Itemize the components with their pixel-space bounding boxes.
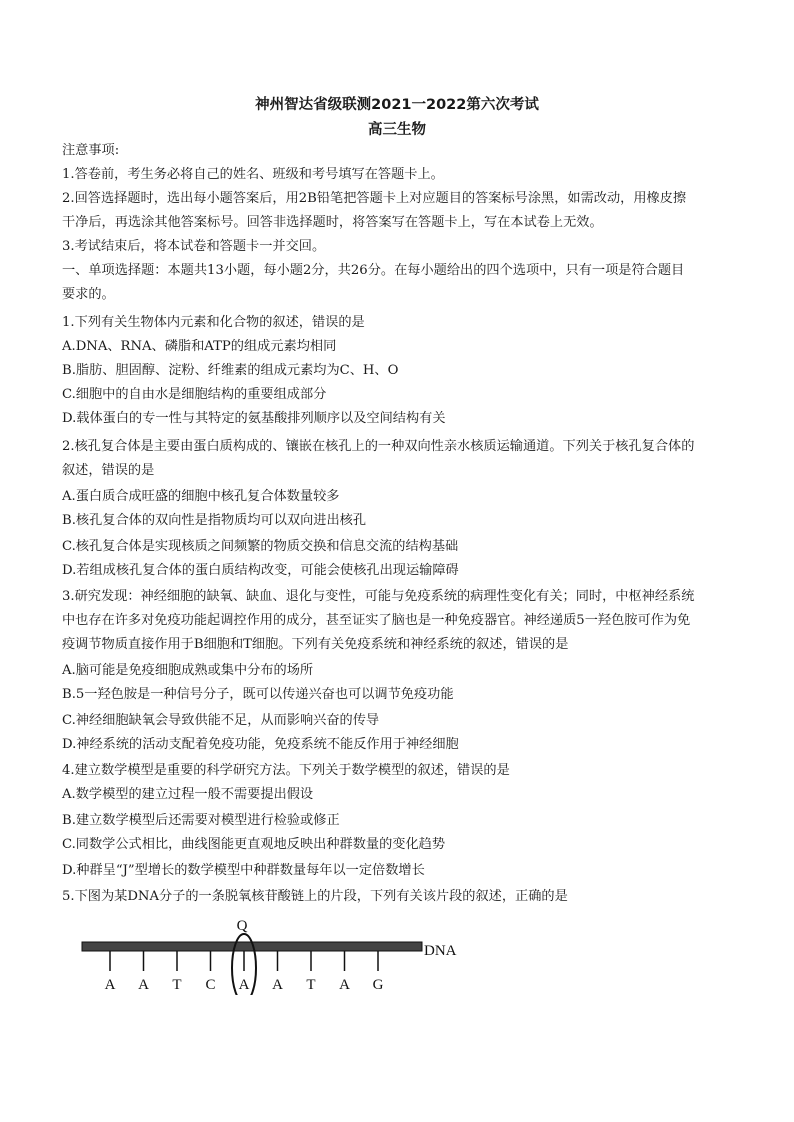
base-letter: A <box>104 977 116 993</box>
question-stem: 2.核孔复合体是主要由蛋白质构成的、镶嵌在核孔上的一种双向性亲水核质运输通道。下列关于核孔复合体的 <box>62 439 695 454</box>
option-b: B.核孔复合体的双向性是指物质均可以双向进出核孔 <box>62 513 367 528</box>
note-line: 2.回答选择题时，选出每小题答案后，用2B铅笔把答题卡上对应题目的答案标号涂黑，如需改动，用橡皮擦 <box>62 191 687 206</box>
q-label: Q <box>236 918 248 934</box>
option-c: C.同数学公式相比，曲线图能更直观地反映出种群数量的变化趋势 <box>62 837 446 852</box>
option-c: C.核孔复合体是实现核质之间频繁的物质交换和信息交流的结构基础 <box>62 539 459 554</box>
question-stem: 叙述，错误的是 <box>62 463 155 478</box>
option-d: D.载体蛋白的专一性与其特定的氨基酸排列顺序以及空间结构有关 <box>62 411 446 426</box>
question-stem: 3.研究发现：神经细胞的缺氧、缺血、退化与变性，可能与免疫系统的病理性变化有关；同时，中枢神经系统 <box>62 589 695 604</box>
option-a: A.DNA、RNA、磷脂和ATP的组成元素均相同 <box>62 339 337 354</box>
exam-subject: 高三生物 <box>368 122 426 138</box>
section-heading: 要求的。 <box>62 287 115 302</box>
option-b: B.脂肪、胆固醇、淀粉、纤维素的组成元素均为C、H、O <box>62 363 399 378</box>
dna-strand-figure <box>70 915 490 995</box>
notes-heading: 注意事项: <box>62 143 120 158</box>
base-letter: A <box>272 977 283 993</box>
option-d: D.若组成核孔复合体的蛋白质结构改变，可能会使核孔出现运输障碍 <box>62 563 459 578</box>
base-letter: T <box>172 977 182 993</box>
base-letter: A <box>238 977 250 993</box>
note-line: 3.考试结束后，将本试卷和答题卡一并交回。 <box>62 239 326 254</box>
option-b: B.5一羟色胺是一种信号分子，既可以传递兴奋也可以调节免疫功能 <box>62 687 454 702</box>
option-c: C.细胞中的自由水是细胞结构的重要组成部分 <box>62 387 327 402</box>
base-letter: T <box>306 977 316 993</box>
base-letter: C <box>205 977 216 993</box>
note-line: 1.答卷前，考生务必将自己的姓名、班级和考号填写在答题卡上。 <box>62 167 444 182</box>
question-stem: 1.下列有关生物体内元素和化合物的叙述，错误的是 <box>62 315 365 330</box>
question-stem: 4.建立数学模型是重要的科学研究方法。下列关于数学模型的叙述，错误的是 <box>62 763 510 778</box>
question-stem: 疫调节物质直接作用于B细胞和T细胞。下列有关免疫系统和神经系统的叙述，错误的是 <box>62 637 569 652</box>
option-a: A.蛋白质合成旺盛的细胞中核孔复合体数量较多 <box>62 489 340 504</box>
base-letter: A <box>339 977 350 993</box>
option-c: C.神经细胞缺氧会导致供能不足，从而影响兴奋的传导 <box>62 713 380 728</box>
question-stem: 5.下图为某DNA分子的一条脱氧核苷酸链上的片段，下列有关该片段的叙述，正确的是 <box>62 889 568 904</box>
base-letter: G <box>372 977 384 993</box>
option-b: B.建立数学模型后还需要对模型进行检验或修正 <box>62 813 340 828</box>
base-letter: A <box>138 977 149 993</box>
question-stem: 中也存在许多对免疫功能起调控作用的成分，甚至证实了脑也是一种免疫器官。神经递质5一羟色胺可作为免 <box>62 613 691 628</box>
option-d: D.种群呈“J”型增长的数学模型中种群数量每年以一定倍数增长 <box>62 863 425 878</box>
exam-title: 神州智达省级联测2021一2022第六次考试 <box>255 97 539 113</box>
section-heading: 一、单项选择题：本题共13小题，每小题2分，共26分。在每小题给出的四个选项中，只有一项是符合题目 <box>62 263 685 278</box>
option-a: A.数学模型的建立过程一般不需要提出假设 <box>62 787 314 802</box>
option-d: D.神经系统的活动支配着免疫功能，免疫系统不能反作用于神经细胞 <box>62 737 459 752</box>
option-a: A.脑可能是免疫细胞成熟或集中分布的场所 <box>62 663 314 678</box>
note-line: 干净后，再选涂其他答案标号。回答非选择题时，将答案写在答题卡上，写在本试卷上无效。 <box>62 215 603 230</box>
dna-label: DNA <box>424 943 457 959</box>
